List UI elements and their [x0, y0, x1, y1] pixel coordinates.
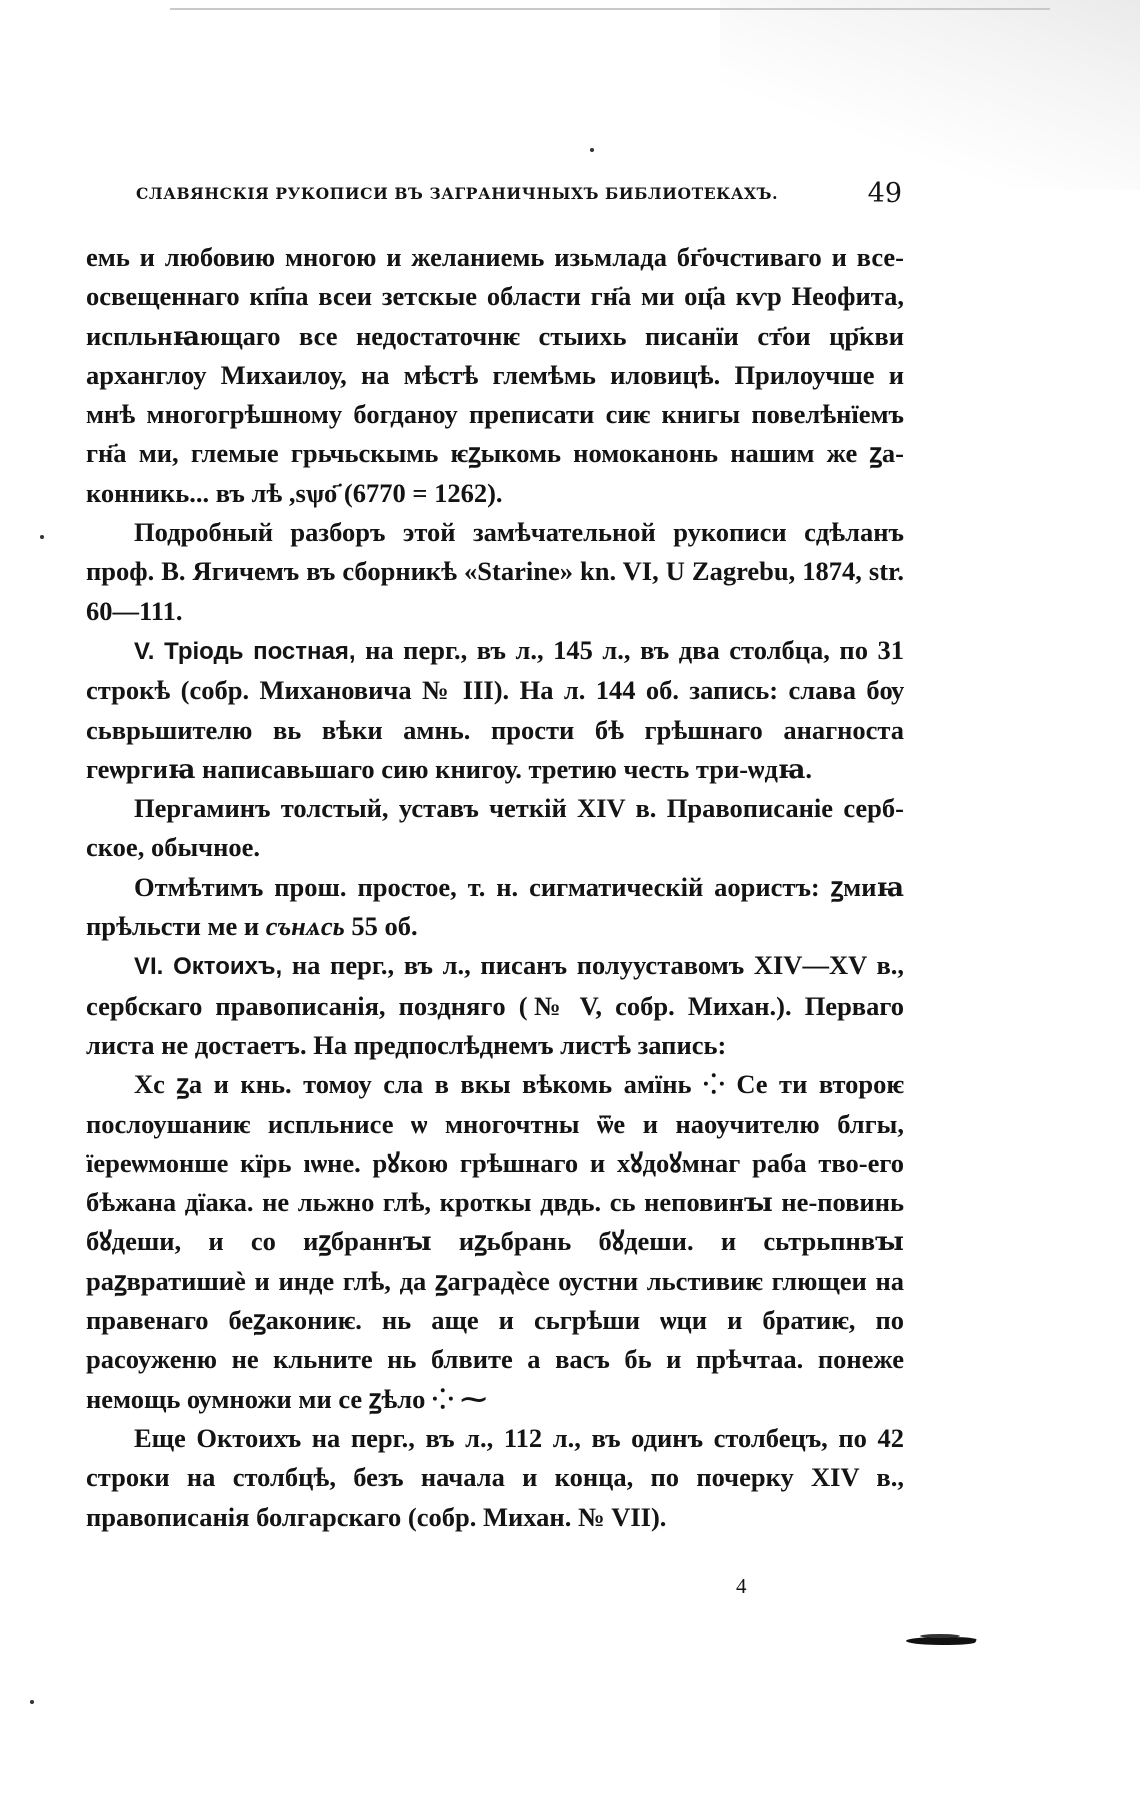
paragraph-pergamin: Пергаминъ толстый, уставъ четкій XIV в. Правописаніе серб-ское, обычное. — [86, 793, 904, 863]
page-body — [86, 238, 904, 1537]
paragraph-aorist — [86, 868, 904, 947]
running-title: СЛАВЯНСКІЯ РУКОПИСИ ВЪ ЗАГРАНИЧНЫХЪ БИБЛИОТЕКАХЪ. — [136, 184, 779, 203]
speck — [40, 535, 44, 539]
speck — [30, 1700, 34, 1704]
speck — [590, 148, 594, 152]
page-shading — [720, 0, 1140, 190]
signature-mark: 4 — [736, 1574, 747, 1598]
page-header — [136, 178, 902, 218]
ink-smudge — [920, 1634, 960, 1638]
ink-smudge — [904, 1637, 978, 1645]
entry-vi — [86, 946, 904, 1065]
entry-vi-title: VI. Октоихъ, — [134, 953, 283, 981]
aorist-italic: сънѧсь — [265, 911, 345, 942]
entry-v-text: на перг., въ л., 145 л., въ два столбца, по 31 строкѣ (собр. Михановича № III). На л. 144 об. запись: слава бѹ сьврьшителю вь вѣки амнь. прости бѣ грѣшнаго анагноста геѡргиꙗ написавьшаго сию книгоу. третию честь три-ѡдꙗ. — [86, 634, 905, 784]
inscription: Хс ꙁа и кнь. томоу сла в вкы вѣкомь амїнь ⁘ Се ти вторoѥ послоушаниѥ испльнисе ѡ многочтны ѿе и наоучителю блгы, їереѡмонше кїрь ıѡне. рꙋкою грѣшнаго и хꙋдоꙋмнаг раба тво-его бѣжана дїака. не льжно глѣ, кроткы двдь. сь неповинꙑ не-повинь бꙋдеши, и со иꙁбраннꙑ иꙁьбрань бꙋдеши. и сьтрьпнвꙑ раꙁвратишиѐ и инде глѣ, да ꙁаградѐсе ѹстни льстивиѥ глющеи на правенаго беꙁакониѥ. нь аще и сьгрѣши ѡци и братиѥ, по расоуженю не кльните нь блвите а васъ бь и прѣчтаа. понеже немощь ѹмножи ми се ꙁѣло ⁘ ⁓ — [86, 1069, 904, 1414]
top-edge-line — [170, 8, 1050, 10]
entry-vi-text: на перг., въ л., писанъ полууставомъ XIV—XV в., сербскаго правописанія, позднягo (№ V, собр. Михан.). Перваго листа не достаетъ. На предпослѣднемъ листѣ запись: — [86, 950, 905, 1060]
entry-v-title: V. Тріодь постная, — [134, 637, 356, 665]
paragraph-analysis: Подробный разборъ этой замѣчательной рукописи сдѣланъ проф. В. Ягичемъ въ сборникѣ «Starine» kn. VI, U Zagrebu, 1874, str. 60—111. — [86, 517, 904, 626]
entry-v — [86, 631, 904, 789]
aorist-text: Отмѣтимъ прош. простое, т. н. сигматическій аористъ: ꙁмиꙗ прѣльсти ме и — [86, 871, 904, 942]
page-number: 49 — [867, 178, 902, 209]
paragraph-octoech: Еще Октоихъ на перг., въ л., 112 л., въ одинъ столбецъ, по 42 строки на столбцѣ, безъ начала и конца, по почерку XIV в., правописанія болгарскаго (собр. Михан. № VII). — [86, 1422, 904, 1532]
aorist-tail: 55 об. — [351, 911, 418, 942]
paragraph-colophon: емь и любовию многою и желаниемь изьмлада бг҃очстиваго и все-освещеннаго кп҃па всеи зетскые области гн҃а ми оц҃а кѵр Неофита, испльнꙗющаго все недостаточнѥ стыихь писанїи ст҃ои цр҃кви арханглоу Михаилоу, на мѣстѣ глемѣмь иловицѣ. Прилоучше и мнѣ многогрѣшному богданоу преписати сиѥ книгы повелѣнїемъ гн҃а ми, глемые грьчьскымь ѥꙁыкомь номоканонь нашим же ꙁа-конникь... въ лѣ ,ѕѱо҃ (6770 = 1262). — [86, 242, 904, 508]
